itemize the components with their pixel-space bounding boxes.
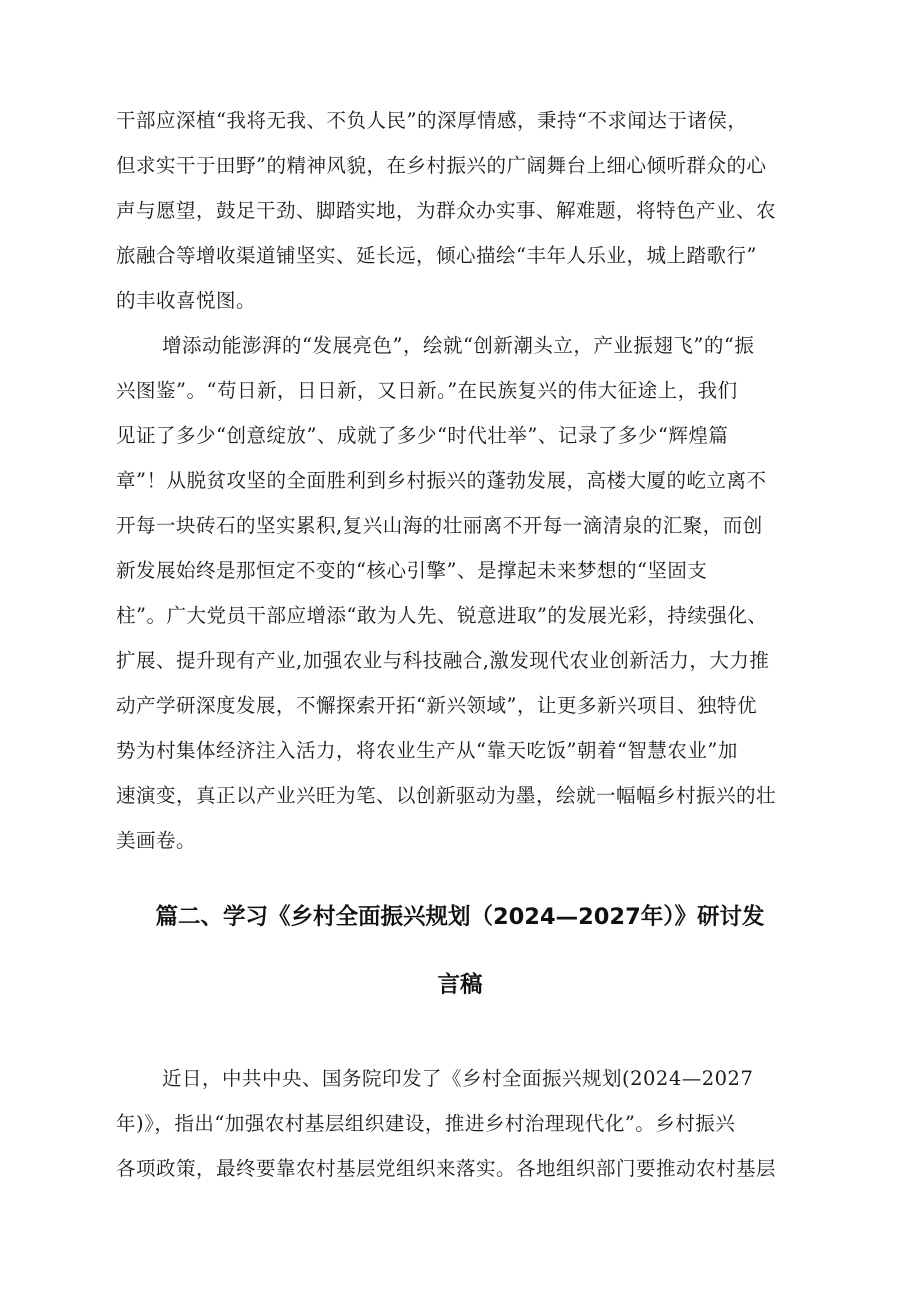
text-line: 各项政策，最终要靠农村基层党组织来落实。各地组织部门要推动农村基层 xyxy=(116,1157,777,1180)
text-line: 新发展始终是那恒定不变的“核心引擎”、是撑起未来梦想的“坚固支 xyxy=(116,559,708,582)
text-line: 速演变，真正以产业兴旺为笔、以创新驱动为墨，绘就一幅幅乡村振兴的壮 xyxy=(116,784,777,807)
paragraph-3 xyxy=(116,1056,828,1191)
text-line: 柱”。广大党员干部应增添“敢为人先、锐意进取”的发展光彩，持续强化、 xyxy=(116,604,768,627)
text-line: 增添动能澎湃的“发展亮色”，绘就“创新潮头立，产业振翅飞”的“振 xyxy=(162,334,755,357)
section-heading-line-2: 言稿 xyxy=(437,972,483,998)
text-line: 美画卷。 xyxy=(116,829,197,852)
text-line: 声与愿望，鼓足干劲、脚踏实地，为群众办实事、解难题，将特色产业、农 xyxy=(116,199,777,222)
paragraph-1 xyxy=(116,98,828,323)
text-line: 近日，中共中央、国务院印发了《乡村全面振兴规划(2024—2027 xyxy=(162,1067,754,1090)
text-line: 旅融合等增收渠道铺坚实、延长远，倾心描绘“丰年人乐业，城上踏歌行” xyxy=(116,244,757,267)
text-line: 势为村集体经济注入活力，将农业生产从“靠天吃饭”朝着“智慧农业”加 xyxy=(116,739,738,762)
section-heading-line-1: 篇二、学习《乡村全面振兴规划（2024—2027年）》研讨发 xyxy=(155,904,765,930)
text-line: 开每一块砖石的坚实累积,复兴山海的壮丽离不开每一滴清泉的汇聚，而创 xyxy=(116,514,763,537)
text-line: 动产学研深度发展，不懈探索开拓“新兴领域”，让更多新兴项目、独特优 xyxy=(116,694,757,717)
text-line: 的丰收喜悦图。 xyxy=(116,289,257,312)
text-line: 干部应深植“我将无我、不负人民”的深厚情感，秉持“不求闻达于诸侯， xyxy=(116,109,748,132)
text-line: 兴图鉴”。“苟日新，日日新，又日新。”在民族复兴的伟大征途上，我们 xyxy=(116,379,738,402)
text-line: 年)》，指出“加强农村基层组织建设，推进乡村治理现代化”。乡村振兴 xyxy=(116,1112,736,1135)
text-line: 扩展、提升现有产业,加强农业与科技融合,激发现代农业创新活力，大力推 xyxy=(116,649,770,672)
text-line: 但求实干于田野”的精神风貌，在乡村振兴的广阔舞台上细心倾听群众的心 xyxy=(116,154,767,177)
text-line: 见证了多少“创意绽放”、成就了多少“时代壮举”、记录了多少“辉煌篇 xyxy=(116,424,729,447)
paragraph-2 xyxy=(116,323,828,863)
text-line: 章”！从脱贫攻坚的全面胜利到乡村振兴的蓬勃发展，高楼大厦的屹立离不 xyxy=(116,469,767,492)
